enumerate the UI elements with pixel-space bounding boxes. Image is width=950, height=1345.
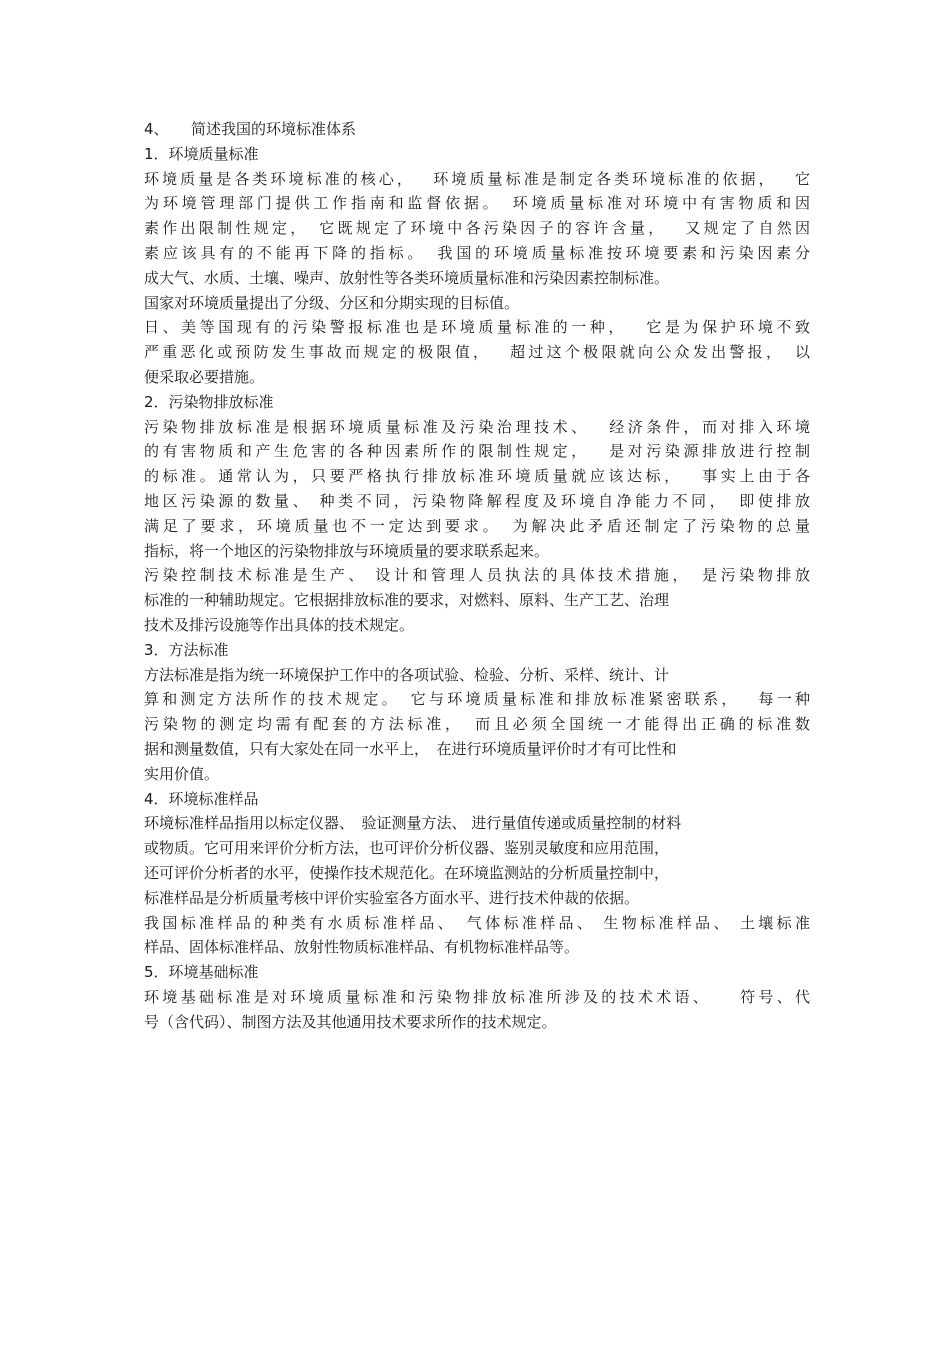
paragraph-line: 指标，将一个地区的污染物排放与环境质量的要求联系起来。 [144, 541, 550, 560]
paragraph-line: 我国标准样品的种类有水质标准样品、 气体标准样品、 生物标准样品、 土壤标准 [144, 913, 810, 932]
section-2-heading: 2．污染物排放标准 [144, 392, 274, 411]
document-body [144, 117, 810, 1034]
paragraph-line: 污染控制技术标准是生产、 设计和管理人员执法的具体技术措施， 是污染物排放 [144, 566, 810, 585]
section-1-heading: 1．环境质量标准 [144, 144, 259, 163]
paragraph-line: 实用价值。 [144, 764, 220, 783]
paragraph-line: 污染物的测定均需有配套的方法标准， 而且必须全国统一才能得出正确的标准数 [144, 715, 810, 734]
paragraph-line: 成大气、水质、土壤、噪声、放射性等各类环境质量标准和污染因素控制标准。 [144, 268, 670, 287]
paragraph-line: 为环境管理部门提供工作指南和监督依据。 环境质量标准对环境中有害物质和因 [144, 194, 810, 213]
paragraph-line: 便采取必要措施。 [144, 367, 265, 386]
paragraph-line: 日、美等国现有的污染警报标准也是环境质量标准的一种， 它是为保护环境不致 [144, 318, 810, 337]
paragraph-line: 标准的一种辅助规定。它根据排放标准的要求，对燃料、原料、生产工艺、治理 [144, 591, 670, 610]
paragraph-line: 满足了要求，环境质量也不一定达到要求。 为解决此矛盾还制定了污染物的总量 [144, 516, 810, 535]
paragraph-line: 环境质量是各类环境标准的核心， 环境质量标准是制定各类环境标准的依据， 它 [144, 169, 810, 188]
section-4-heading: 4．环境标准样品 [144, 789, 259, 808]
document-title: 4、 简述我国的环境标准体系 [144, 120, 357, 138]
paragraph-line: 技术及排污设施等作出具体的技术规定。 [144, 615, 415, 634]
paragraph-line: 严重恶化或预防发生事故而规定的极限值， 超过这个极限就向公众发出警报， 以 [144, 343, 810, 362]
paragraph-line: 号（含代码）、制图方法及其他通用技术要求所作的技术规定。 [144, 1012, 557, 1031]
paragraph-line: 的标准。通常认为，只要严格执行排放标准环境质量就应该达标， 事实上由于各 [144, 467, 810, 486]
paragraph-line: 地区污染源的数量、 种类不同，污染物降解程度及环境自净能力不同， 即使排放 [144, 491, 810, 510]
paragraph-line: 环境基础标准是对环境质量标准和污染物排放标准所涉及的技术术语、 符号、代 [144, 987, 810, 1006]
paragraph-line: 样品、固体标准样品、放射性物质标准样品、有机物标准样品等。 [144, 938, 580, 957]
paragraph-line: 据和测量数值，只有大家处在同一水平上， 在进行环境质量评价时才有可比性和 [144, 739, 677, 758]
section-5-heading: 5．环境基础标准 [144, 963, 259, 982]
paragraph-line: 算和测定方法所作的技术规定。 它与环境质量标准和排放标准紧密联系， 每一种 [144, 690, 810, 709]
paragraph-line: 还可评价分析者的水平，使操作技术规范化。在环境监测站的分析质量控制中， [144, 863, 670, 882]
paragraph-line: 污染物排放标准是根据环境质量标准及污染治理技术、 经济条件，而对排入环境 [144, 417, 810, 436]
paragraph-line: 环境标准样品指用以标定仪器、 验证测量方法、 进行量值传递或质量控制的材料 [144, 814, 682, 833]
paragraph-line: 素应该具有的不能再下降的指标。 我国的环境质量标准按环境要素和污染因素分 [144, 243, 810, 262]
paragraph-line: 或物质。它可用来评价分析方法，也可评价分析仪器、鉴别灵敏度和应用范围， [144, 839, 670, 858]
paragraph-line: 素作出限制性规定， 它既规定了环境中各污染因子的容许含量， 又规定了自然因 [144, 219, 810, 238]
paragraph-line: 的有害物质和产生危害的各种因素所作的限制性规定， 是对污染源排放进行控制 [144, 442, 810, 461]
paragraph-line: 国家对环境质量提出了分级、分区和分期实现的目标值。 [144, 293, 520, 312]
paragraph-line: 标准样品是分析质量考核中评价实验室各方面水平、进行技术仲裁的依据。 [144, 888, 640, 907]
paragraph-line: 方法标准是指为统一环境保护工作中的各项试验、检验、分析、采样、统计、计 [144, 665, 670, 684]
section-3-heading: 3．方法标准 [144, 640, 229, 659]
